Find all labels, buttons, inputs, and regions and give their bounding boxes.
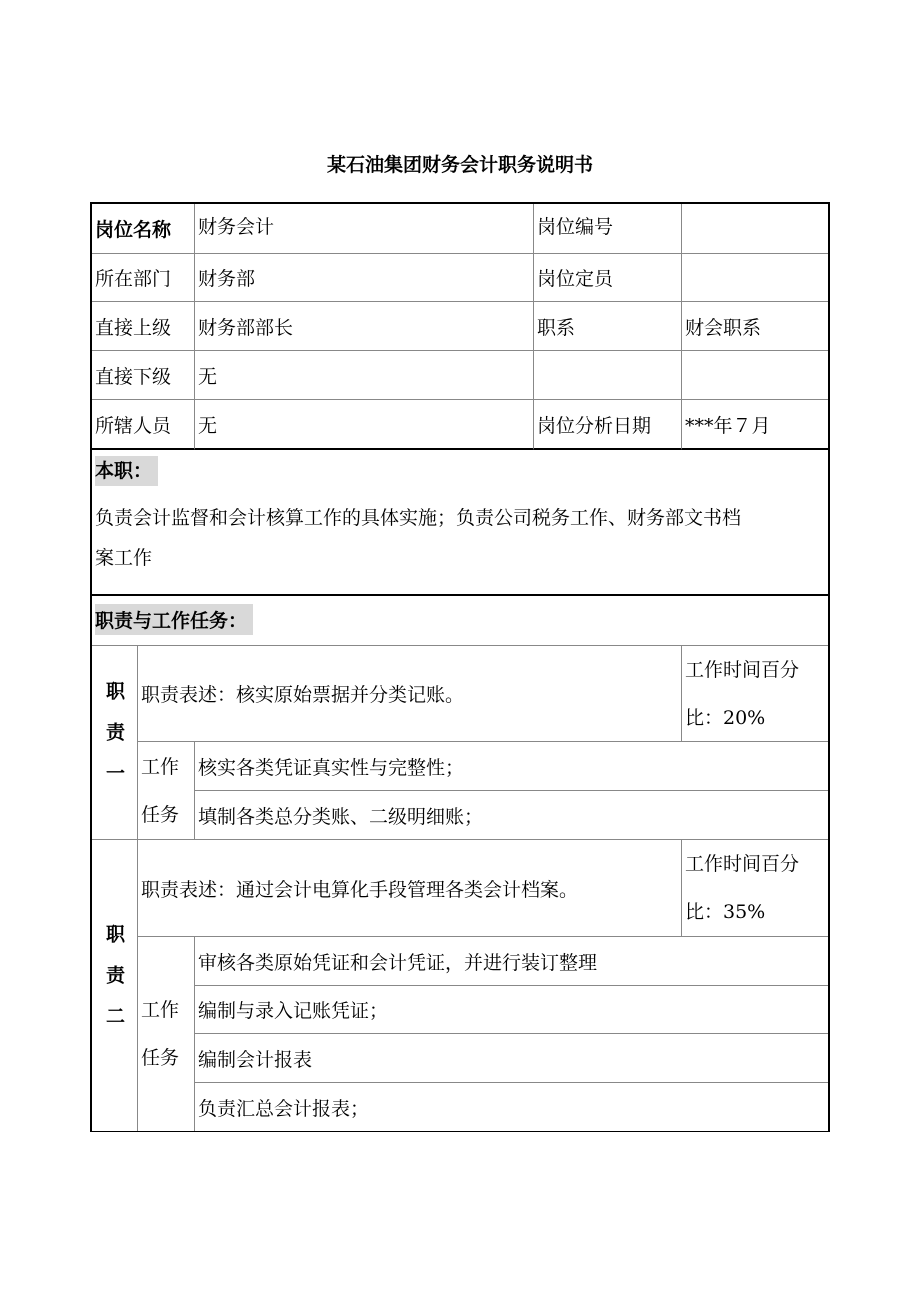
value-position-code — [682, 204, 828, 254]
duty-1-label — [92, 646, 138, 840]
label-position-code: 岗位编号 — [534, 204, 682, 254]
duty-2-time-percent — [682, 840, 828, 937]
empty-cell — [682, 351, 828, 400]
value-subordinate: 无 — [195, 351, 534, 400]
time-value: 比：20% — [685, 706, 766, 729]
duty-2-description: 职责表述：通过会计电算化手段管理各类会计档案。 — [138, 840, 682, 937]
duty-1-label-text: 职责一 — [103, 681, 125, 804]
task-label-1: 工作 — [141, 755, 180, 778]
empty-cell — [534, 351, 682, 400]
task-item: 编制与录入记账凭证； — [195, 986, 828, 1034]
duty-summary-text-cont: 案工作 — [95, 547, 153, 569]
label-supervisor: 直接上级 — [92, 302, 195, 351]
time-label: 工作时间百分 — [685, 658, 800, 681]
document-title: 某石油集团财务会计职务说明书 — [326, 154, 593, 176]
duty-1-task-label — [138, 742, 195, 840]
duties-header: 职责与工作任务： — [95, 604, 253, 635]
duty-1-time-percent — [682, 646, 828, 742]
value-staff: 无 — [195, 400, 534, 450]
value-analysis-date: ***年７月 — [682, 400, 828, 450]
task-label-1: 工作 — [141, 999, 180, 1021]
duty-2-label — [92, 840, 138, 1132]
time-value: 比：35% — [685, 901, 766, 923]
task-item: 审核各类原始凭证和会计凭证，并进行装订整理 — [195, 937, 828, 986]
duties-header-row — [92, 596, 828, 646]
label-department: 所在部门 — [92, 254, 195, 302]
value-department: 财务部 — [195, 254, 534, 302]
label-job-family: 职系 — [534, 302, 682, 351]
task-label-2: 任务 — [141, 1047, 180, 1069]
duty-summary-text: 负责会计监督和会计核算工作的具体实施；负责公司税务工作、财务部文书档 — [95, 507, 742, 529]
label-subordinate: 直接下级 — [92, 351, 195, 400]
label-position-name: 岗位名称 — [92, 204, 195, 254]
task-label-2: 任务 — [141, 803, 180, 826]
value-headcount — [682, 254, 828, 302]
time-label: 工作时间百分 — [685, 853, 800, 875]
duty-2-label-text: 职责二 — [103, 924, 125, 1047]
task-item: 编制会计报表 — [195, 1034, 828, 1083]
label-staff: 所辖人员 — [92, 400, 195, 450]
duty-2-task-label — [138, 937, 195, 1132]
duty-summary-section — [92, 450, 828, 596]
duty-summary-label: 本职： — [95, 456, 158, 486]
task-item: 填制各类总分类账、二级明细账； — [195, 791, 828, 840]
value-job-family: 财会职系 — [682, 302, 828, 351]
task-item: 负责汇总会计报表； — [195, 1083, 828, 1132]
label-analysis-date: 岗位分析日期 — [534, 400, 682, 450]
duty-1-description: 职责表述：核实原始票据并分类记账。 — [138, 646, 682, 742]
value-supervisor: 财务部部长 — [195, 302, 534, 351]
label-headcount: 岗位定员 — [534, 254, 682, 302]
value-position-name: 财务会计 — [195, 204, 534, 254]
task-item: 核实各类凭证真实性与完整性； — [195, 742, 828, 791]
